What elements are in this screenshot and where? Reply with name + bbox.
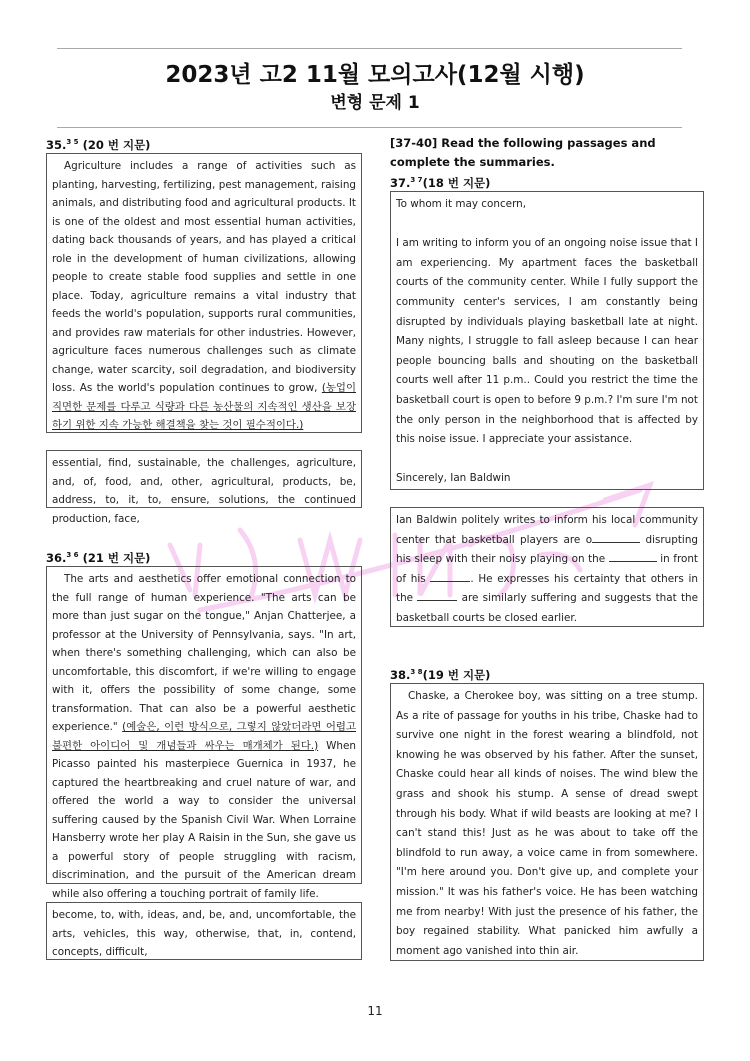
underlined-korean: (예술은, 이런 방식으로, 그렇지 않았더라면 어렵고 불편한 아이디어 및 개념들과 싸우는 매개체가 된다.): [52, 721, 357, 752]
question-37-label: [390, 175, 490, 191]
top-rule: [57, 48, 682, 49]
question-sup: 3 8: [410, 668, 423, 677]
question-number: 37.: [390, 176, 411, 190]
question-number: 35.: [46, 138, 67, 152]
letter-body: I am writing to inform you of an ongoing noise issue that I am experiencing. My apartment faces the basketball courts of the community center. While I fully support the community center's services, I am constantly being disrupted by individuals playing basketball late at night. Many nights, I struggle to fall asleep because I can hear people bouncing balls and shouting on the basketball courts well after 11 p.m.. Could you restrict the time the basketball court is open to before 9 p.m.? I'm sure I'm not the only person in the neighborhood that is affected by this noise issue. I appreciate your assistance.: [396, 237, 698, 446]
question-source: (19 번 지문): [422, 668, 491, 682]
question-35-passage-box: [46, 153, 362, 433]
question-35-word-box: [46, 450, 362, 525]
question-number: 38.: [390, 668, 411, 682]
letter-salutation: To whom it may concern,: [396, 198, 527, 210]
passage-text: Agriculture includes a range of activities such as planting, harvesting, fertilizing, pest management, raising animals, and distributing food and agricultural products. It is one of the oldest and most essential human activities, dating back thousands of years, and has played a critical role in the development of human civilizations, allowing people to create stable food supplies and settle in one place. Today, agriculture remains a vital industry that feeds the world's population, supports rural communities, and provides raw materials for other industries. However, agriculture faces numerous challenges such as climate change, water scarcity, soil degradation, and biodiversity loss. As the world's population continues to grow,: [52, 160, 356, 394]
letter-closing: Sincerely, Ian Baldwin: [396, 472, 511, 485]
page-subtitle: 변형 문제 1: [330, 93, 420, 113]
question-37-letter-box: [390, 191, 704, 490]
blank-3: [430, 571, 470, 582]
question-sup: 3 7: [410, 176, 423, 185]
word-bank: become, to, with, ideas, and, be, and, uncomfortable, the arts, vehicles, this way, otherwise, that, in, contend, concepts, difficult,: [52, 909, 356, 958]
passage-text: The arts and aesthetics offer emotional connection to the full range of human experience. "The arts can be more than just sugar on the tongue," Anjan Chatterjee, a professor at the University of Pennsylvania, says. "In art, when there's something challenging, which can also be uncomfortable, this discomfort, if we're willing to engage with it, offers the possibility of some change, some transformation. That can also be a powerful aesthetic experience.": [52, 573, 356, 733]
question-37-summary-box: Ian Baldwin politely writes to inform his local community center that basketball players are o disrupting his sleep with their noisy playing on the in front of his . He expresses his certainty that others in the are similarly suffering and suggests that the basketball courts be closed earlier.: [390, 507, 704, 627]
passage-text-continued: When Picasso painted his masterpiece Guernica in 1937, he captured the heartbreaking and cruel nature of war, and offered the world a way to consider the universal suffering caused by the Spanish Civil War. When Lorraine Hansberry wrote her play A Raisin in the Sun, she gave us a powerful story of people struggling with racism, discrimination, and the pursuit of the American dream while also offering a touching portrait of family life.: [52, 739, 356, 900]
blank-2: [609, 551, 657, 562]
blank-4: [417, 590, 457, 601]
question-source: (20 번 지문): [82, 138, 151, 152]
question-source: (18 번 지문): [422, 176, 491, 190]
question-source: (21 번 지문): [82, 551, 151, 565]
section-instructions: [37-40] Read the following passages and complete the summaries.: [390, 136, 656, 169]
header-rule: [57, 127, 682, 128]
question-38-label: [390, 667, 490, 683]
question-sup: 3 6: [66, 551, 79, 560]
question-number: 36.: [46, 551, 67, 565]
page-number: 11: [367, 1004, 383, 1018]
question-35-label: [46, 137, 150, 153]
question-36-label: [46, 550, 150, 566]
passage-text: Chaske, a Cherokee boy, was sitting on a tree stump. As a rite of passage for youths in his tribe, Chaske had to survive one night in the forest wearing a blindfold, not knowing he was observed by his father. After the sunset, Chaske could hear all kinds of noises. The wind blew the grass and shook his stump. A sense of dread swept through his body. What if wild beasts are looking at me? I can't stand this! Just as he was about to take off the blindfold to run away, a voice came in from somewhere. "I'm here around you. Don't give up, and complete your mission." It was his father's voice. He has been watching me from nearby! With just the presence of his father, the boy regained stability. What panicked him awfully a moment ago vanished into thin air.: [396, 690, 698, 957]
question-sup: 3 5: [66, 138, 79, 147]
question-38-passage-box: [390, 683, 704, 961]
page-title: 2023년 고2 11월 모의고사(12월 시행): [165, 62, 585, 88]
underlined-korean: (농업이 직면한 문제를 다루고 식량과 다른 농산물의 지속적인 생산을 보장하기 위한 지속 가능한 해결책을 찾는 것이 필수적이다.): [52, 382, 356, 431]
question-36-word-box: [46, 902, 362, 960]
question-36-passage-box: [46, 566, 362, 900]
blank-1: [592, 532, 640, 543]
word-bank: essential, find, sustainable, the challenges, agriculture, and, of, food, and, other, agricultural, products, be, address, to, it, to, ensure, solutions, the continued production, face,: [52, 457, 356, 525]
